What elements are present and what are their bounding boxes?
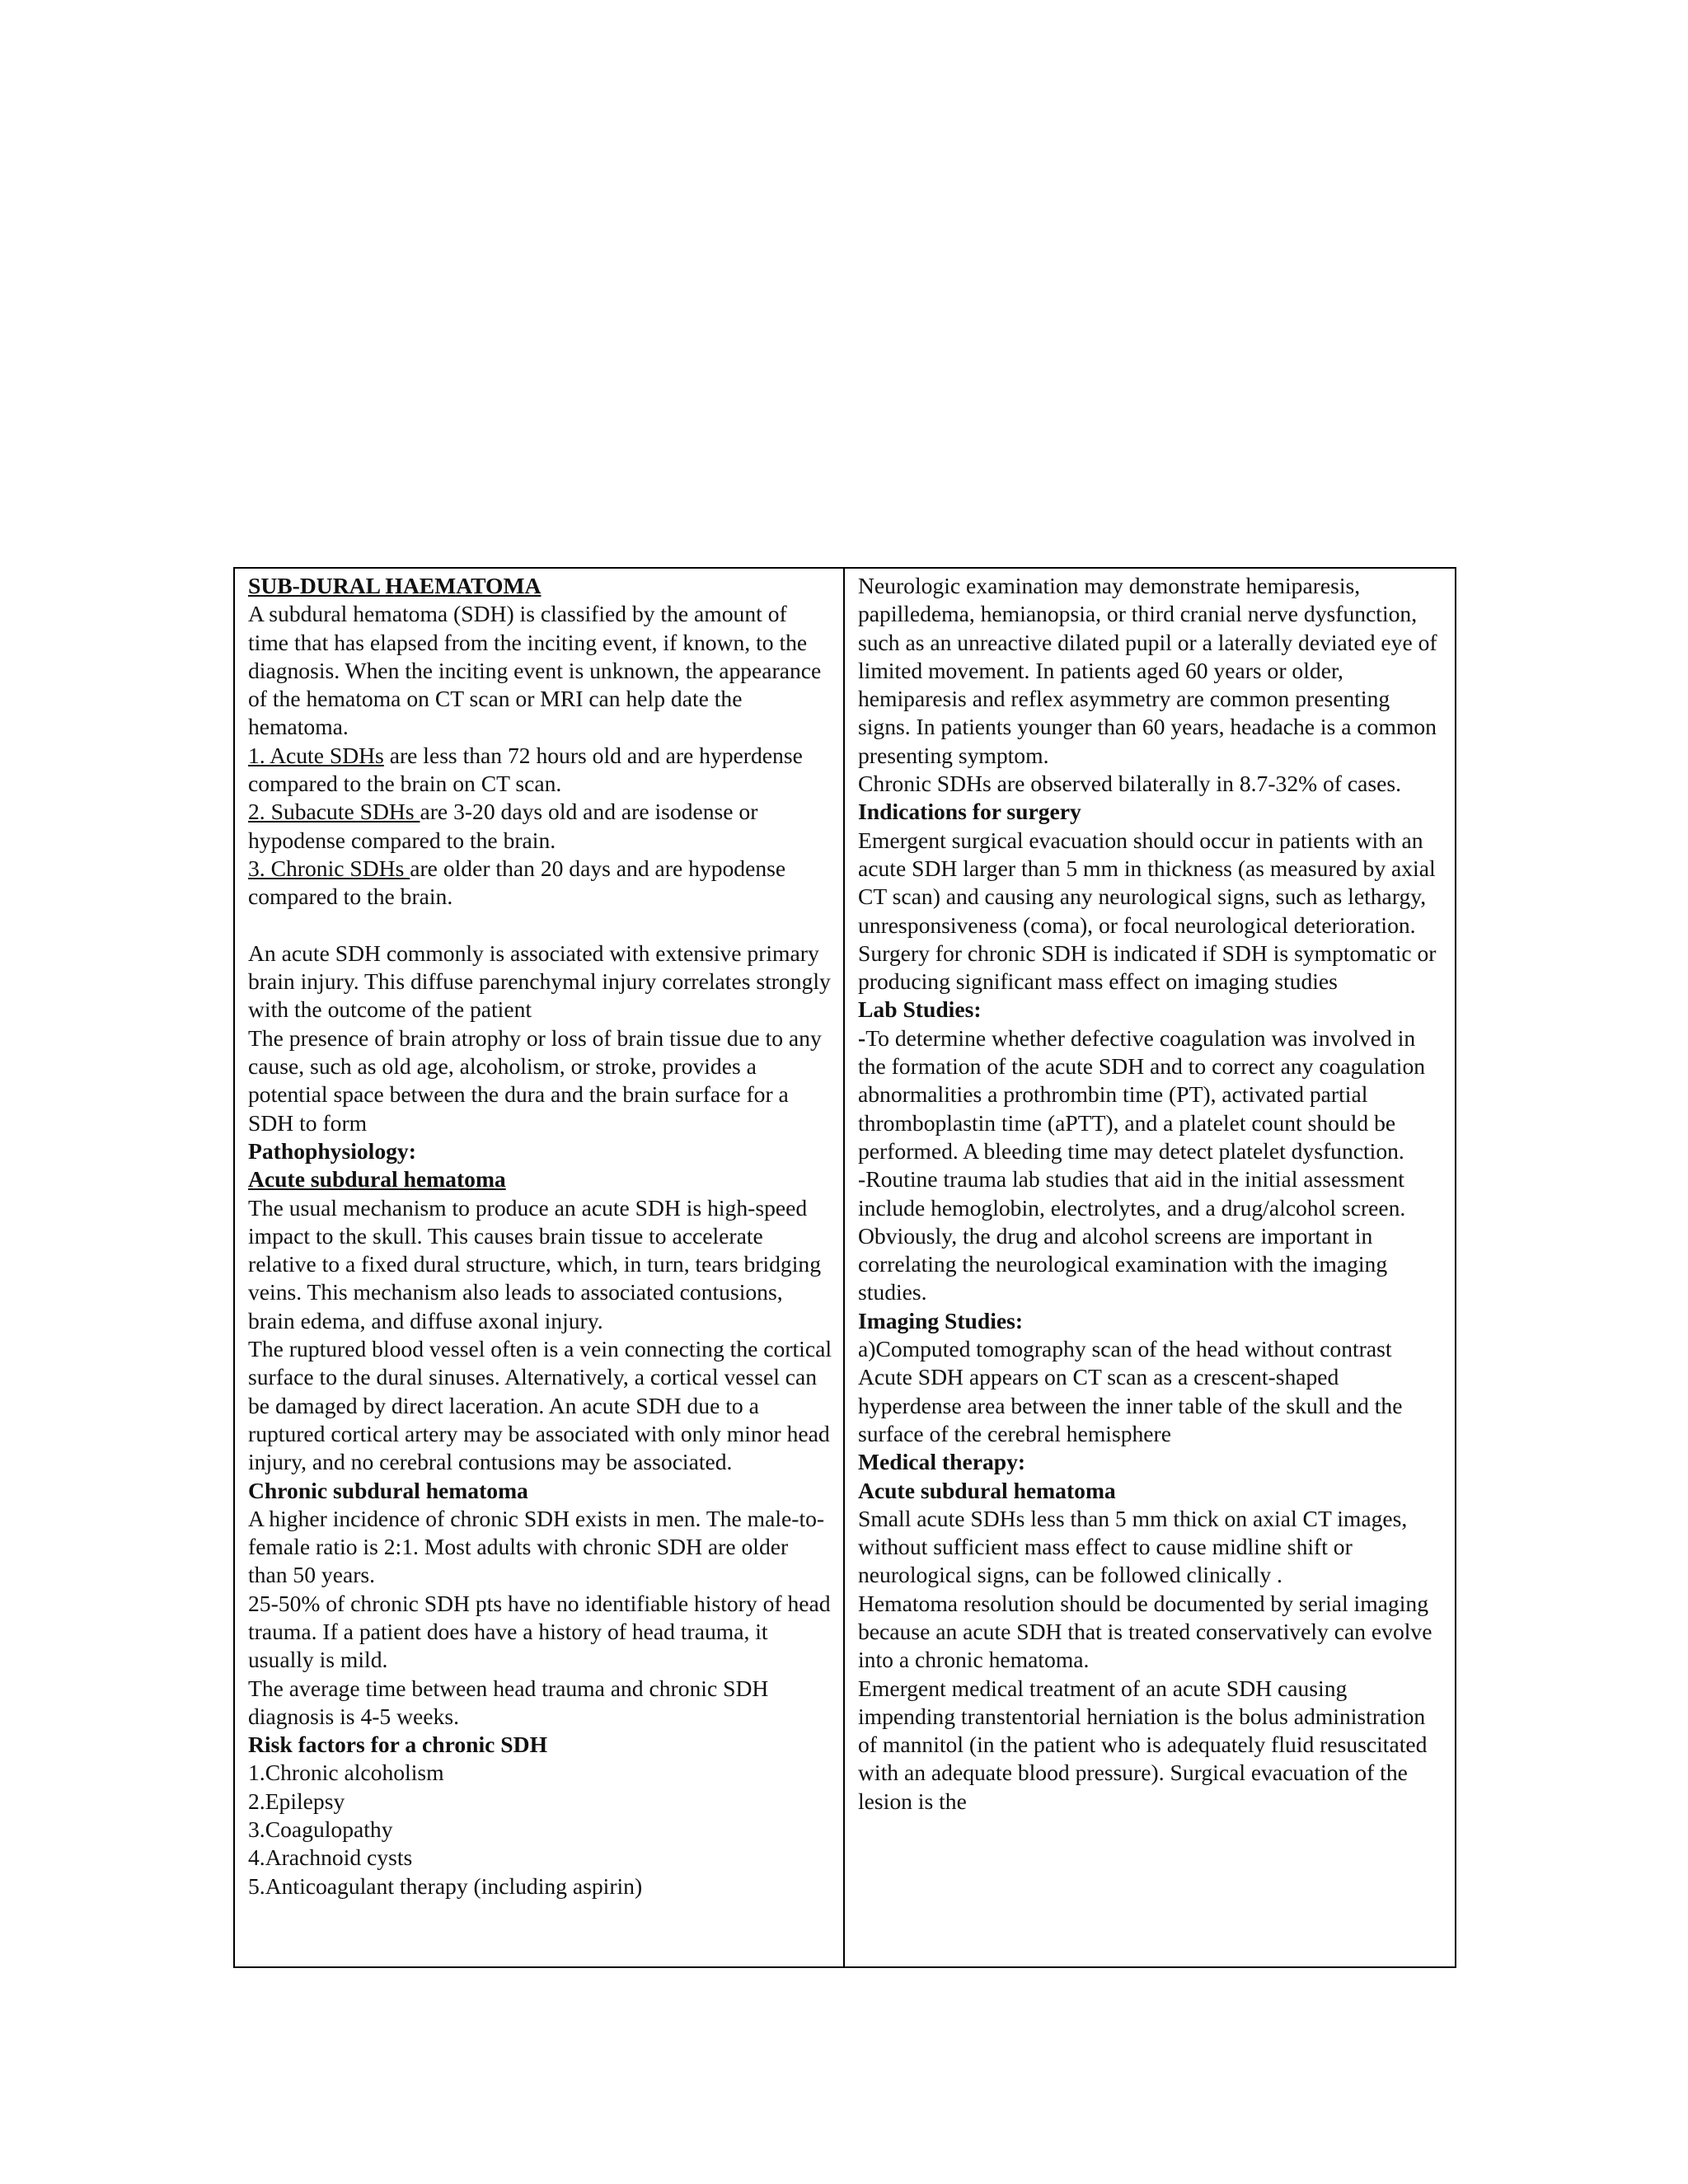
classification-text: are older than 20 days and are hypodense compared to the brain. [248, 855, 786, 910]
intro-paragraph: A subdural hematoma (SDH) is classified by the amount of time that has elapsed from the inciting event, if known, to the diagnosis. When the inciting event is unknown, the appearance of the hematoma on CT scan or MRI can help date the hematoma. [248, 601, 822, 740]
left-column [235, 569, 845, 1966]
chronic-sdh-heading: Chronic subdural hematoma [248, 1477, 528, 1503]
classification-label: 3. Chronic SDHs [248, 855, 410, 881]
chronic-time-paragraph: The average time between head trauma and chronic SDH diagnosis is 4-5 weeks. [248, 1675, 769, 1729]
medical-acute-heading: Acute subdural hematoma [858, 1477, 1116, 1503]
risk-factor-item: 1.Chronic alcoholism [248, 1760, 444, 1786]
acute-injury-paragraph: An acute SDH commonly is associated with extensive primary brain injury. This diffuse parenchymal injury correlates strongly with the outcome of the patient [248, 940, 831, 1023]
acute-sdh-heading: Acute subdural hematoma [248, 1166, 506, 1193]
atrophy-paragraph: The presence of brain atrophy or loss of brain tissue due to any cause, such as old age, alcoholism, or stroke, provides a potential space between the dura and the brain surface for a SDH to form [248, 1024, 822, 1136]
chronic-history-paragraph: 25-50% of chronic SDH pts have no identifiable history of head trauma. If a patient does have a history of head trauma, it usually is mild. [248, 1590, 831, 1673]
coagulation-paragraph [858, 1024, 1443, 1165]
classification-text: are 3-20 days old and are isodense or hypodense compared to the brain. [248, 799, 758, 853]
coagulation-text: To determine whether defective coagulation was involved in the formation of the acute SDH and to correct any coagulation abnormalities a prothrombin time (PT), activated partial thromboplastin time (aPTT), and a platelet count should be performed. A bleeding time may detect platelet dysfunction. [858, 1024, 1426, 1164]
classification-label: 2. Subacute SDHs [248, 799, 420, 825]
classification-item [248, 798, 832, 855]
lab-dash: - [858, 1024, 866, 1051]
risk-factor-item: 3.Coagulopathy [248, 1816, 393, 1843]
pathophysiology-heading: Pathophysiology: [248, 1137, 416, 1164]
blank-line [248, 912, 832, 940]
small-sdh-paragraph: Small acute SDHs less than 5 mm thick on axial CT images, without sufficient mass effect to cause midline shift or neurological signs, can be followed clinically . [858, 1505, 1408, 1588]
surgery-acute-paragraph: Emergent surgical evacuation should occur in patients with an acute SDH larger than 5 mm in thickness (as measured by axial CT scan) and causing any neurological signs, such as lethargy, unresponsiveness (coma), or focal neurological deterioration. [858, 827, 1436, 938]
chronic-incidence-paragraph: A higher incidence of chronic SDH exists in men. The male-to-female ratio is 2:1. Most adults with chronic SDH are older than 50 years. [248, 1505, 825, 1588]
bilateral-paragraph: Chronic SDHs are observed bilaterally in 8.7-32% of cases. [858, 771, 1402, 797]
right-column [845, 569, 1455, 1966]
neurologic-exam-paragraph: Neurologic examination may demonstrate hemiparesis, papilledema, hemianopsia, or third cranial nerve dysfunction, such as an unreactive dilated pupil or a laterally deviated eye of limited movement. In patients aged 60 years or older, hemiparesis and reflex asymmetry are common presenting signs. In patients younger than 60 years, headache is a common presenting symptom. [858, 573, 1437, 768]
risk-factor-item: 5.Anticoagulant therapy (including aspirin) [248, 1872, 643, 1899]
surgery-chronic-paragraph: Surgery for chronic SDH is indicated if SDH is symptomatic or producing significant mass effect on imaging studies [858, 940, 1437, 995]
lab-studies-heading: Lab Studies: [858, 996, 982, 1023]
risk-factor-item: 2.Epilepsy [248, 1788, 345, 1814]
ruptured-vessel-paragraph: The ruptured blood vessel often is a vein connecting the cortical surface to the dural sinuses. Alternatively, a cortical vessel can be damaged by direct laceration. An acute SDH due to a ruptured cortical artery may be associated with only minor head injury, and no cerebral contusions may be associated. [248, 1336, 832, 1475]
emergent-treatment-paragraph: Emergent medical treatment of an acute SDH causing impending transtentorial herniation is the bolus administration of mannitol (in the patient who is adequately fluid resuscitated with an adequate blood pressure). Surgical evacuation of the lesion is the [858, 1675, 1428, 1814]
classification-item [248, 855, 832, 912]
risk-factors-heading: Risk factors for a chronic SDH [248, 1732, 548, 1758]
resolution-paragraph: Hematoma resolution should be documented by serial imaging because an acute SDH that is treated conservatively can evolve into a chronic hematoma. [858, 1590, 1432, 1673]
ct-appearance-paragraph: Acute SDH appears on CT scan as a crescent-shaped hyperdense area between the inner table of the skull and the surface of the cerebral hemisphere [858, 1364, 1403, 1446]
classification-label: 1. Acute SDHs [248, 742, 384, 768]
imaging-studies-heading: Imaging Studies: [858, 1307, 1024, 1333]
ct-scan-paragraph: a)Computed tomography scan of the head without contrast [858, 1336, 1392, 1362]
document-title: SUB-DURAL HAEMATOMA [248, 573, 542, 598]
routine-labs-paragraph: -Routine trauma lab studies that aid in the initial assessment include hemoglobin, electrolytes, and a drug/alcohol screen. Obviously, the drug and alcohol screens are important in correlating the neurological examination with the imaging studies. [858, 1166, 1406, 1305]
two-column-table [233, 567, 1456, 1968]
classification-text: are less than 72 hours old and are hyperdense compared to the brain on CT scan. [248, 742, 803, 797]
surgery-heading: Indications for surgery [858, 799, 1081, 825]
classification-item [248, 742, 832, 799]
risk-factor-item: 4.Arachnoid cysts [248, 1844, 413, 1871]
medical-therapy-heading: Medical therapy: [858, 1449, 1026, 1475]
acute-mechanism-paragraph: The usual mechanism to produce an acute SDH is high-speed impact to the skull. This causes brain tissue to accelerate relative to a fixed dural structure, which, in turn, tears bridging veins. This mechanism also leads to associated contusions, brain edema, and diffuse axonal injury. [248, 1194, 821, 1333]
